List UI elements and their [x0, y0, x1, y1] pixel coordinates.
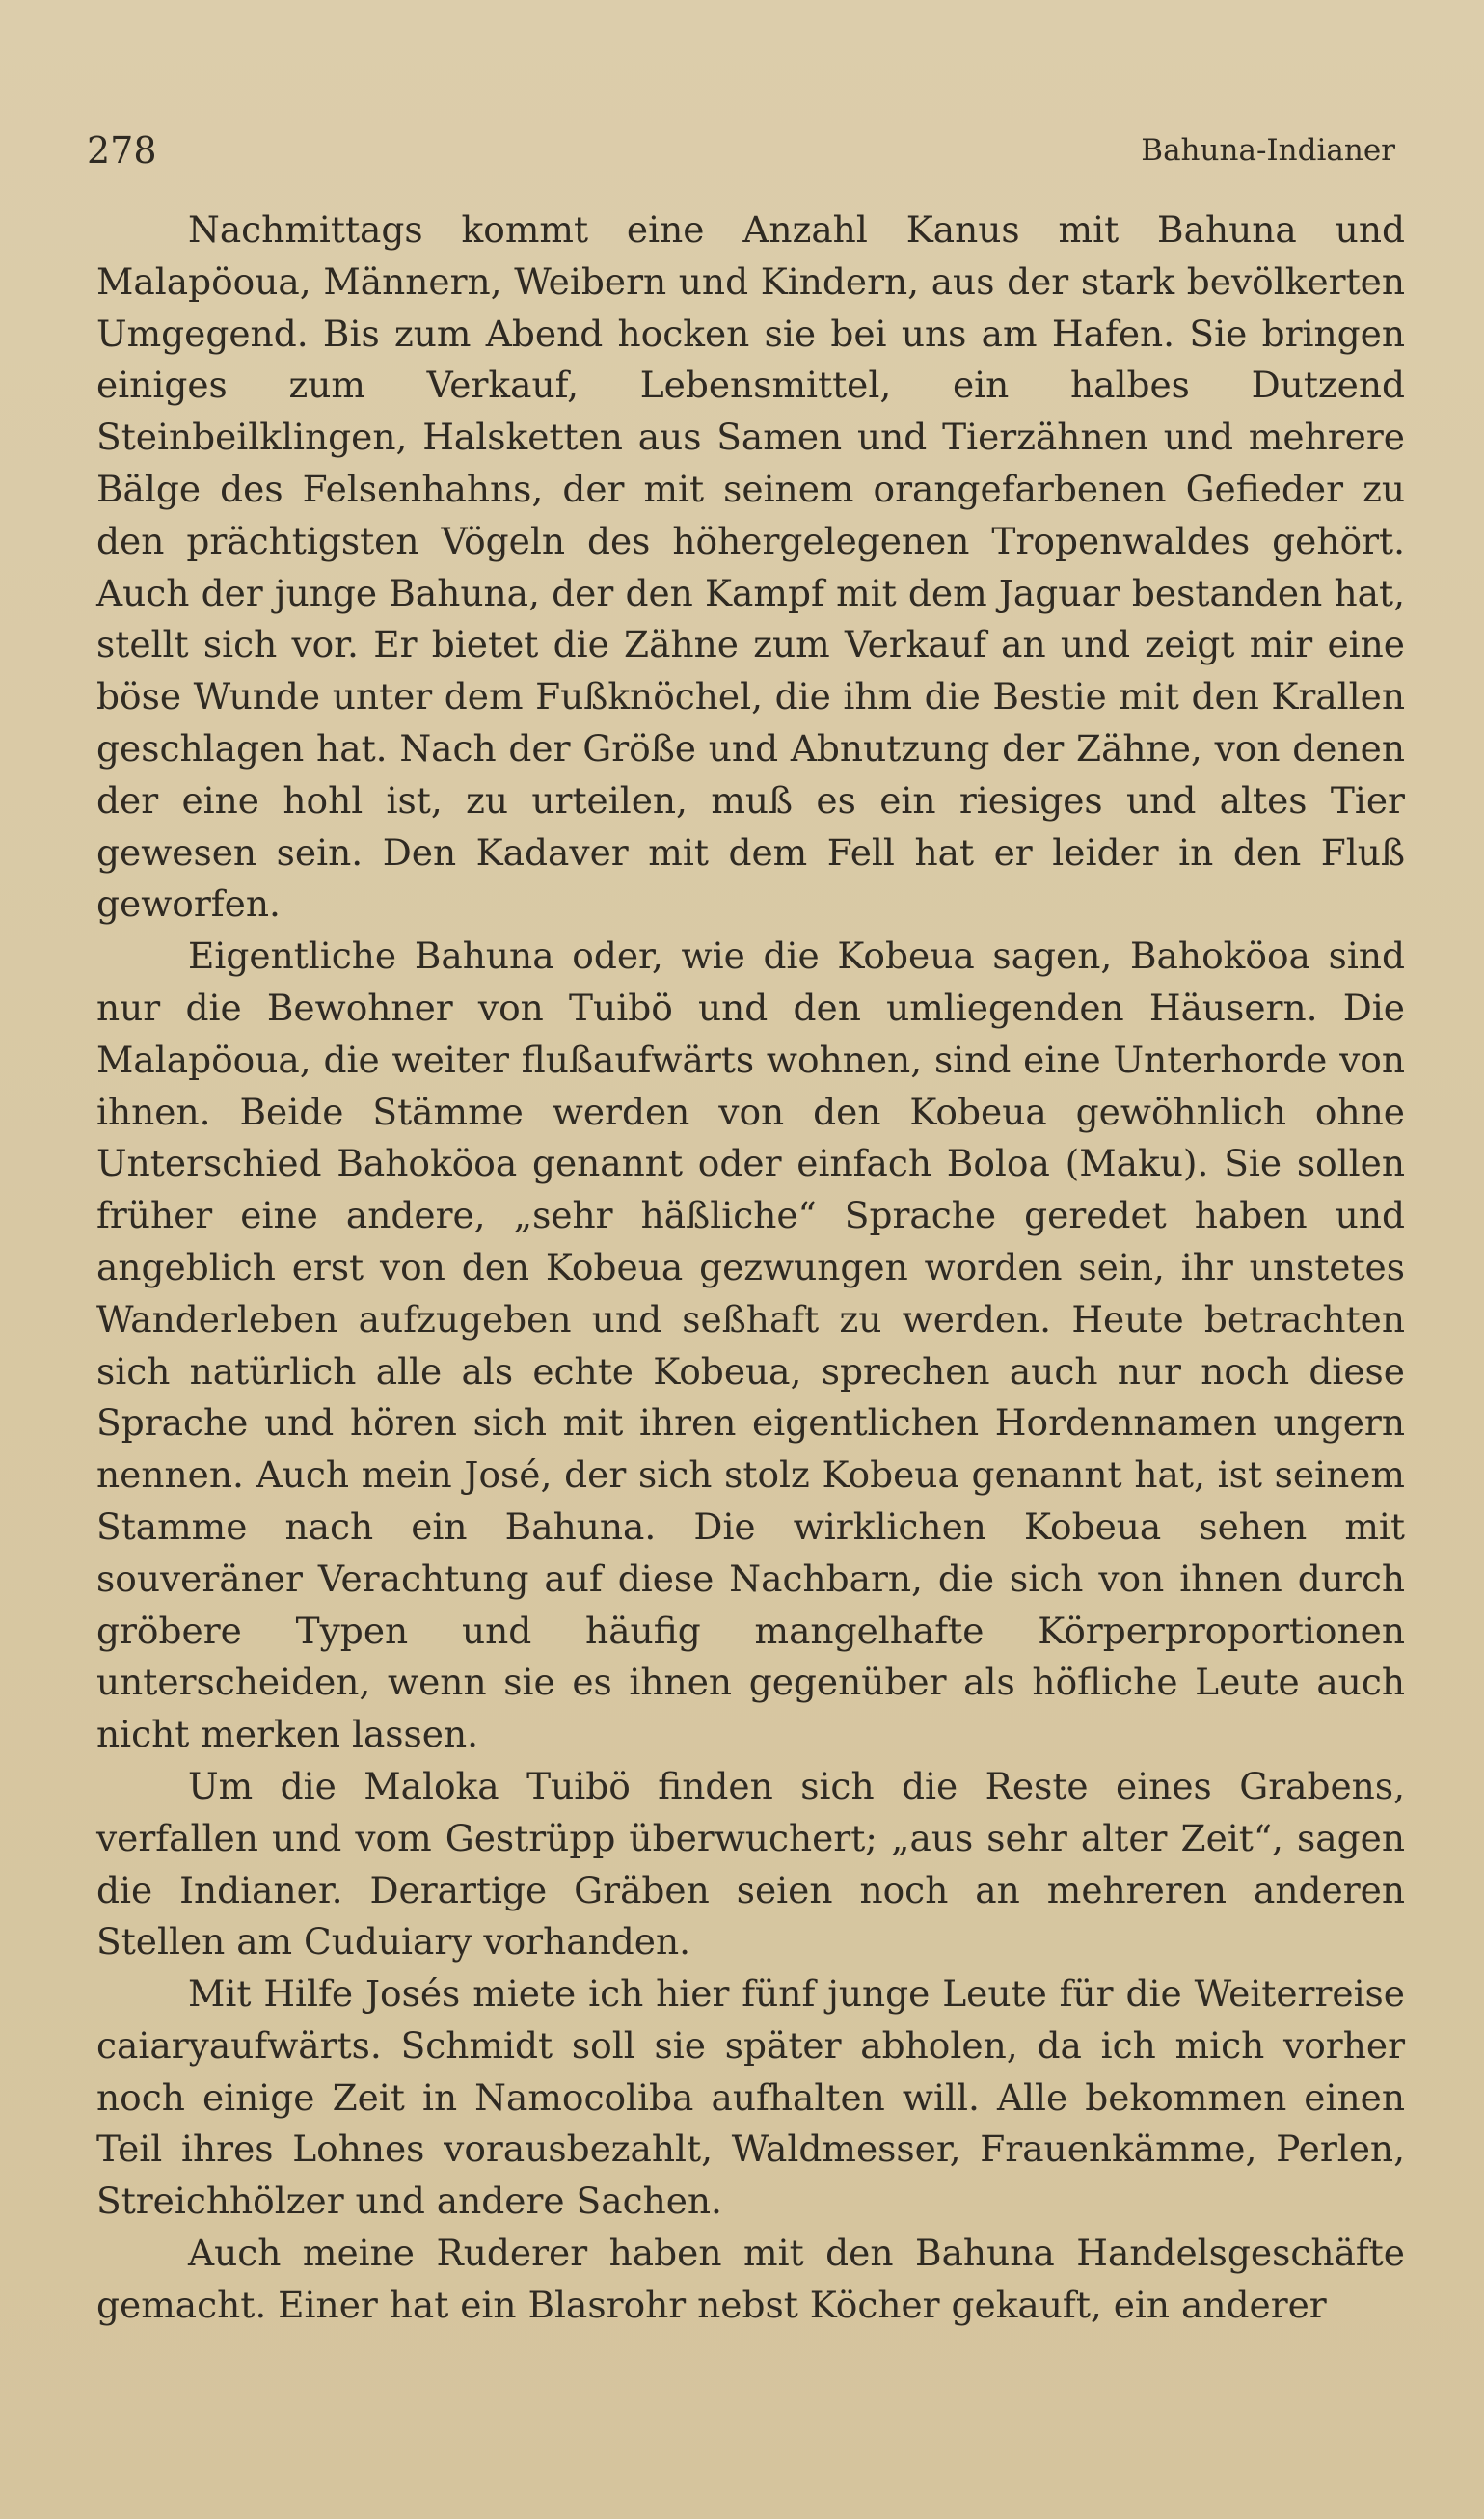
paragraph: Nachmittags kommt eine Anzahl Kanus mit Bahuna und Malapöoua, Männern, Weibern und Kindern, aus der stark bevölkerten Umgegend. Bis zum Abend hocken sie bei uns am Hafen. Sie bringen einiges zum Verkauf, Lebensmittel, ein halbes Dutzend Steinbeilklingen, Halsketten aus Samen und Tierzähnen und mehrere Bälge des Felsenhahns, der mit seinem orangefarbenen Gefieder zu den prächtigsten Vögeln des höhergelegenen Tropenwaldes gehört. Auch der junge Bahuna, der den Kampf mit dem Jaguar bestanden hat, stellt sich vor. Er bietet die Zähne zum Verkauf an und zeigt mir eine böse Wunde unter dem Fußknöchel, die ihm die Bestie mit den Krallen geschlagen hat. Nach der Größe und Abnutzung der Zähne, von denen der eine hohl ist, zu urteilen, muß es ein riesiges und altes Tier gewesen sein. Den Kadaver mit dem Fell hat er leider in den Fluß geworfen. [96, 208, 1405, 926]
paragraph: Auch meine Ruderer haben mit den Bahuna Handelsgeschäfte gemacht. Einer hat ein Blasrohr nebst Köcher gekauft, ein anderer [96, 2232, 1405, 2326]
page-number: 278 [87, 129, 157, 172]
paragraph: Um die Maloka Tuibö finden sich die Reste eines Grabens, verfallen und vom Gestrüpp überwuchert; „aus sehr alter Zeit“, sagen die Indianer. Derartige Gräben seien noch an mehreren anderen Stellen am Cuduiary vorhanden. [96, 1764, 1405, 1964]
body-text [96, 204, 1405, 2332]
page-header [87, 122, 1395, 179]
paragraph: Mit Hilfe Josés miete ich hier fünf junge Leute für die Weiterreise caiaryaufwärts. Schmidt soll sie später abholen, da ich mich vorher noch einige Zeit in Namocoliba aufhalten will. Alle bekommen einen Teil ihres Lohnes vorausbezahlt, Waldmesser, Frauenkämme, Perlen, Streichhölzer und andere Sachen. [96, 1972, 1405, 2223]
running-head: Bahuna-Indianer [1141, 133, 1395, 168]
paragraph: Eigentliche Bahuna oder, wie die Kobeua sagen, Bahoköoa sind nur die Bewohner von Tuibö und den umliegenden Häusern. Die Malapöoua, die weiter flußaufwärts wohnen, sind eine Unterhorde von ihnen. Beide Stämme werden von den Kobeua gewöhnlich ohne Unterschied Bahoköoa genannt oder einfach Boloa (Maku). Sie sollen früher eine andere, „sehr häßliche“ Sprache geredet haben und angeblich erst von den Kobeua gezwungen worden sein, ihr unstetes Wanderleben aufzugeben und seßhaft zu werden. Heute betrachten sich natürlich alle als echte Kobeua, sprechen auch nur noch diese Sprache und hören sich mit ihren eigentlichen Hordennamen ungern nennen. Auch mein José, der sich stolz Kobeua genannt hat, ist seinem Stamme nach ein Bahuna. Die wirklichen Kobeua sehen mit souveräner Verachtung auf diese Nachbarn, die sich von ihnen durch gröbere Typen und häufig mangelhafte Körperproportionen unterscheiden, wenn sie es ihnen gegenüber als höfliche Leute auch nicht merken lassen. [96, 934, 1405, 1756]
